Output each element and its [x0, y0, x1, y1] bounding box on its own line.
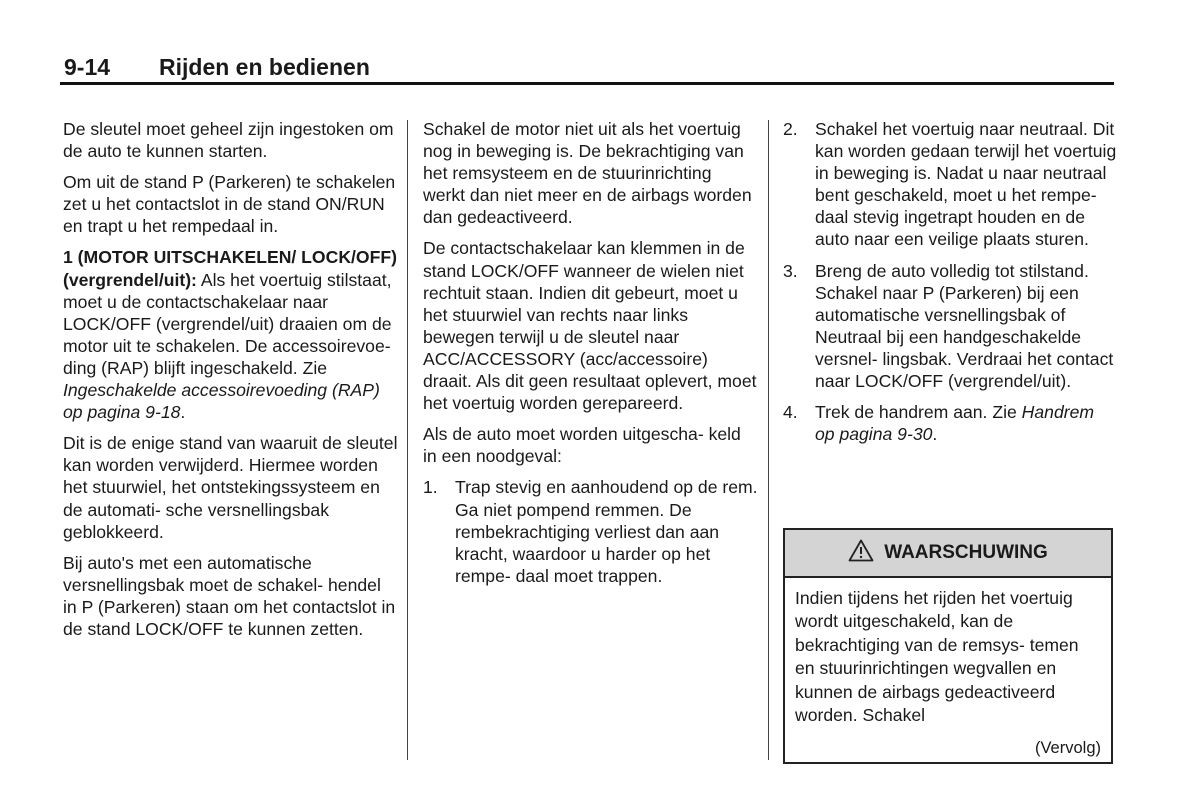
warning-text: Indien tijdens het rijden het voertuig wordt uitgeschakeld, kan de bekrachtiging van de remsys- temen en stuurinrichtingen wegvallen en kunnen de airbags gedeactiveerd worden. Schakel: [795, 588, 1079, 726]
list-item-text-start: Trek de handrem aan. Zie: [815, 402, 1022, 423]
warning-title: WAARSCHUWING: [884, 542, 1048, 563]
list-item-text: Schakel het voertuig naar neutraal. Dit kan worden gedaan terwijl het voertuig in beweging is. Nadat u naar neutraal bent geschakeld, moet u het rempe- daal stevig ingetrapt houden en de auto naar een veilige plaats sturen.: [815, 119, 1117, 250]
paragraph: [63, 246, 398, 423]
warning-header: [785, 530, 1111, 578]
list-item-text: Breng de auto volledig tot stilstand. Schakel naar P (Parkeren) bij een automatische versnellingsbak of Neutraal bij een handgeschakelde versnel- lingsbak. Verdraai het contact naar LOCK/OFF (vergrendel/uit).: [815, 260, 1114, 392]
paragraph: Schakel de motor niet uit als het voertuig nog in beweging is. De bekrachtiging van het remsysteem en de stuurinrichting werkt dan niet meer en de airbags worden dan gedeactiveerd.: [423, 119, 752, 228]
list-item-text-end: .: [932, 424, 938, 445]
numbered-list: [783, 118, 1118, 445]
numbered-list: [423, 476, 758, 586]
continued-label: (Vervolg): [1034, 739, 1101, 757]
paragraph-end: .: [180, 402, 186, 423]
list-item: [783, 118, 1118, 251]
list-item: [783, 260, 1118, 393]
paragraph: Als de auto moet worden uitgescha- keld in een noodgeval:: [423, 424, 741, 467]
column-right: [783, 118, 1118, 454]
list-number: 4.: [783, 402, 798, 423]
header-rule: [60, 82, 1114, 85]
section-title: Rijden en bedienen: [159, 54, 370, 80]
paragraph-text: Als het voertuig stilstaat, moet u de contactschakelaar naar LOCK/OFF (vergrendel/uit) draaien om de motor uit te schakelen. De accessoirevoe- ding (RAP) blijft ingeschakeld. Zie: [63, 269, 392, 378]
paragraph: De sleutel moet geheel zijn ingestoken om de auto te kunnen starten.: [63, 119, 394, 162]
column-left: [63, 118, 398, 649]
paragraph: Bij auto's met een automatische versnellingsbak moet de schakel- hendel in P (Parkeren) staan om het contactslot in de stand LOCK/OFF te kunnen zetten.: [63, 552, 396, 639]
list-item-text: [815, 402, 1094, 444]
lead-term: 1 (MOTOR UITSCHAKELEN/ LOCK/OFF) (vergrendel/uit):: [63, 247, 397, 290]
warning-box: [783, 528, 1113, 764]
list-number: 3.: [783, 260, 798, 281]
list-item: [423, 476, 758, 586]
cross-reference: Handrem op pagina 9-30: [815, 402, 1095, 445]
column-middle: [423, 118, 758, 596]
paragraph: Om uit de stand P (Parkeren) te schakelen zet u het contactslot in de stand ON/RUN en trapt u het rempedaal in.: [63, 172, 396, 237]
warning-triangle-icon: [848, 539, 874, 568]
paragraph: De contactschakelaar kan klemmen in de stand LOCK/OFF wanneer de wielen niet rechtuit staan. Indien dit gebeurt, moet u het stuurwiel van rechts naar links bewegen terwijl u de sleutel naar ACC/ACCESSORY (acc/accessoire) draait. Als dit geen resultaat oplevert, moet het voertuig worden gerepareerd.: [423, 238, 757, 414]
list-number: 1.: [423, 477, 438, 498]
list-number: 2.: [783, 119, 798, 139]
column-divider: [768, 120, 769, 760]
list-item-text: Trap stevig en aanhoudend op de rem. Ga niet pompend remmen. De rembekrachtiging verliest dan aan kracht, waardoor u harder op het rempe- daal moet trappen.: [455, 477, 758, 586]
paragraph: Dit is de enige stand van waaruit de sleutel kan worden verwijderd. Hiermee worden het stuurwiel, het ontstekingssysteem en de automati- sche versnellingsbak geblokkeerd.: [63, 433, 398, 542]
column-divider: [407, 120, 408, 760]
page-number: 9-14: [64, 54, 111, 80]
list-item: [783, 401, 1118, 445]
cross-reference: Ingeschakelde accessoirevoeding (RAP) op pagina 9-18: [63, 380, 380, 423]
